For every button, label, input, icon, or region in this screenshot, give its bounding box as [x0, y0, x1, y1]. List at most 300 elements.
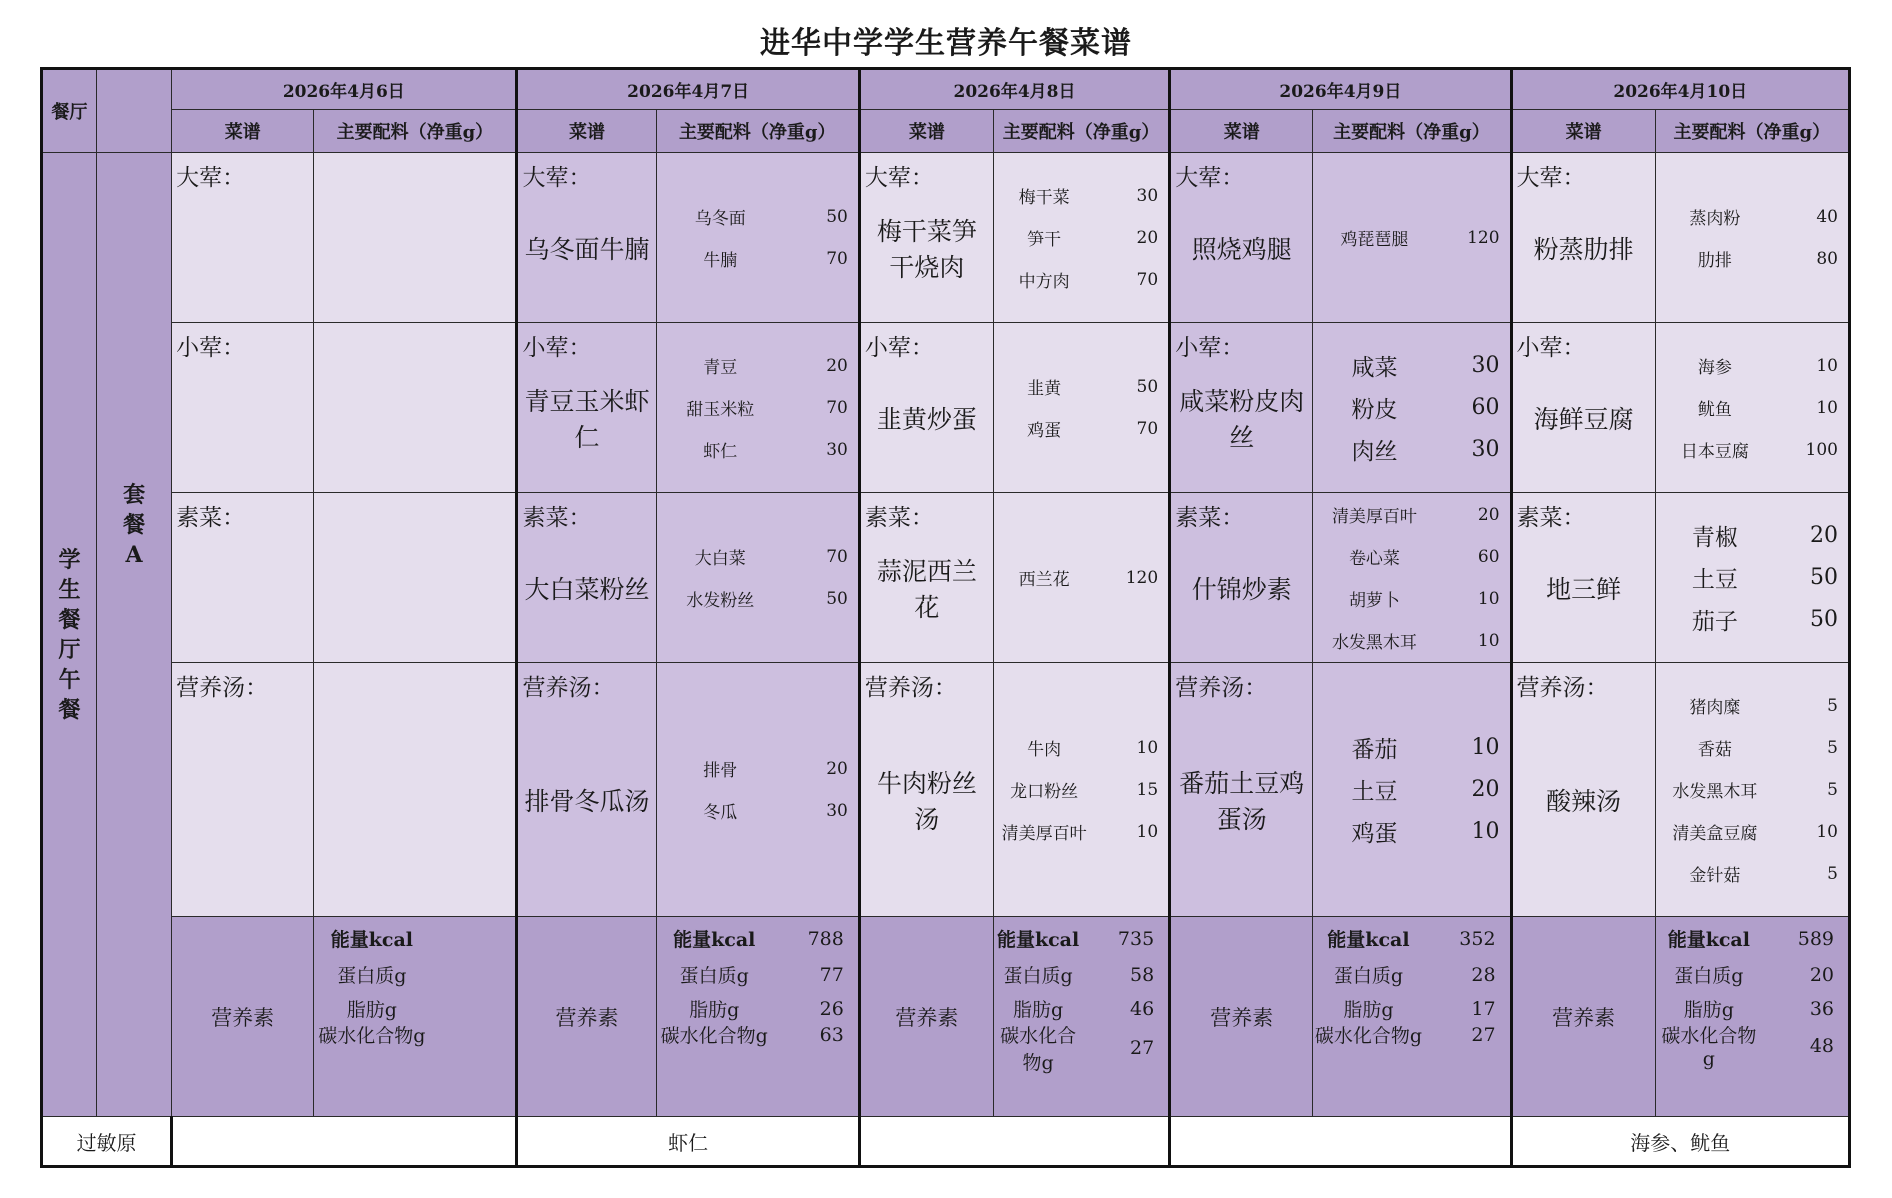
nutrient-row [657, 961, 858, 988]
nutrient-row [1656, 925, 1848, 952]
ingredient-list [657, 153, 858, 322]
nutrient-value: 352 [1459, 927, 1496, 950]
nutrient-row [994, 925, 1168, 952]
ingredient-name: 牛腩 [703, 251, 738, 271]
nutrient-name: 脂肪g [689, 999, 740, 1021]
ingredient-list [1656, 493, 1848, 662]
ingredient-item [1656, 439, 1848, 461]
dish-cell [1511, 323, 1655, 493]
dish-name: 海鲜豆腐 [1533, 404, 1634, 434]
ingredient-list [1313, 153, 1509, 322]
dish-name: 乌冬面牛腩 [524, 234, 650, 264]
ingredient-name: 猪肉糜 [1689, 698, 1741, 718]
ingredient-item [1313, 227, 1509, 249]
ingredients-cell [656, 323, 859, 493]
ingredient-name: 粉皮 [1351, 397, 1398, 423]
dish-name: 番茄土豆鸡蛋汤 [1179, 768, 1305, 834]
ingredient-item [1656, 863, 1848, 885]
ingredient-name: 韭黄 [1027, 379, 1062, 399]
category-label: 素菜： [864, 505, 934, 531]
meal-label-text: 学生餐厅午餐 [58, 546, 81, 723]
menu-table [40, 67, 1851, 1168]
ingredient-item [657, 546, 858, 568]
nutrient-value: 589 [1797, 927, 1834, 950]
category-label: 大荤： [1175, 165, 1245, 191]
page-title: 进华中学学生营养午餐菜谱 [760, 26, 1132, 61]
nutrient-name: 碳水化合物g [660, 1025, 768, 1047]
nutrient-row [314, 1021, 515, 1048]
nutrient-values [656, 917, 859, 1117]
meal-label [42, 153, 97, 1117]
nutrient-value: 48 [1809, 1034, 1834, 1057]
nutrient-name: 能量kcal [996, 929, 1080, 951]
ingredient-qty: 10 [1136, 737, 1159, 758]
dish-name: 粉蒸肋排 [1533, 234, 1634, 264]
category-label: 小荤： [1175, 335, 1245, 361]
ingredient-item [994, 567, 1168, 589]
ingredient-item [994, 821, 1168, 843]
ingredient-item [1313, 819, 1509, 847]
allergen-label: 过敏原 [42, 1117, 172, 1167]
ingredient-name: 青豆 [703, 358, 738, 378]
nutrient-row [657, 1021, 858, 1048]
ingredients-cell [1655, 153, 1849, 323]
ingredient-list [314, 663, 515, 916]
ingredient-qty: 40 [1816, 206, 1838, 227]
category-label: 营养汤： [522, 675, 615, 701]
ingredient-list [314, 493, 515, 662]
ingredient-name: 龙口粉丝 [1010, 782, 1079, 802]
ingredient-name: 甜玉米粒 [686, 400, 755, 420]
ingredient-name: 卷心菜 [1348, 549, 1400, 569]
ingredient-name: 大白菜 [694, 549, 746, 569]
ingredient-item [1313, 437, 1509, 465]
ingredient-item [657, 206, 858, 228]
dish-cell [172, 153, 314, 323]
ingredient-item [1313, 735, 1509, 763]
dish-cell [1170, 493, 1313, 663]
ingredient-qty: 50 [826, 588, 848, 609]
nutrient-row [1313, 995, 1509, 1022]
dish-cell [1511, 493, 1655, 663]
ingredient-name: 日本豆腐 [1680, 442, 1749, 462]
ingredient-item [1656, 523, 1848, 551]
nutrient-name: 脂肪g [1013, 999, 1064, 1021]
ingredient-qty: 50 [1136, 376, 1159, 397]
ingredient-item [994, 418, 1168, 440]
category-label: 营养汤： [1175, 675, 1268, 701]
nutrient-value: 58 [1130, 963, 1155, 986]
nutrient-value: 63 [819, 1023, 844, 1046]
nutrient-value: 20 [1809, 963, 1834, 986]
dish-name: 排骨冬瓜汤 [524, 786, 650, 816]
ingredient-qty: 15 [1136, 779, 1159, 800]
ingredients-cell [993, 323, 1169, 493]
nutrient-value: 27 [1130, 1037, 1155, 1059]
ingredient-item [1313, 353, 1509, 381]
category-label: 营养汤： [864, 675, 957, 701]
ingredient-name: 番茄 [1351, 737, 1398, 763]
ingredient-name: 虾仁 [703, 442, 738, 462]
ingredient-list [657, 323, 858, 492]
ingredient-qty: 30 [1471, 437, 1500, 462]
nutrient-row [1313, 961, 1509, 988]
allergen-value [1170, 1117, 1511, 1167]
ingredient-list [1313, 493, 1509, 662]
ingredient-name: 水发黑木耳 [1672, 782, 1758, 802]
dish-name: 酸辣汤 [1546, 786, 1622, 816]
nutrient-row [994, 995, 1168, 1022]
ingredient-name: 鸡蛋 [1027, 421, 1062, 441]
ingredients-cell [1655, 663, 1849, 917]
ingredient-qty: 60 [1471, 395, 1500, 420]
ingredient-qty: 5 [1827, 695, 1838, 716]
table-row [42, 110, 1850, 153]
ingredients-column-header: 主要配料（净重g） [314, 110, 517, 153]
ingredients-cell [1313, 663, 1511, 917]
nutrient-value: 17 [1471, 997, 1496, 1020]
nutrient-name: 蛋白质g [679, 965, 749, 987]
ingredient-name: 西兰花 [1018, 570, 1070, 590]
ingredient-list [657, 493, 858, 662]
dish-cell [1170, 323, 1313, 493]
date-header: 2026年4月6日 [172, 69, 517, 110]
ingredient-list [994, 323, 1168, 492]
nutrient-name: 脂肪g [1343, 999, 1394, 1021]
ingredient-name: 咸菜 [1351, 355, 1398, 381]
ingredient-name: 清美盒豆腐 [1672, 824, 1758, 844]
dish-cell [859, 493, 993, 663]
ingredient-name: 水发黑木耳 [1331, 633, 1417, 653]
ingredient-name: 笋干 [1027, 230, 1062, 250]
date-header: 2026年4月8日 [859, 69, 1169, 110]
dish-name: 什锦炒素 [1191, 574, 1292, 604]
table-row [42, 153, 1850, 323]
ingredient-qty: 5 [1827, 737, 1838, 758]
nutrient-name: 碳水化合物g [1000, 1025, 1077, 1074]
ingredient-qty: 20 [1477, 504, 1500, 525]
ingredients-cell [314, 323, 517, 493]
dish-cell [1511, 153, 1655, 323]
ingredients-cell [314, 153, 517, 323]
date-header: 2026年4月9日 [1170, 69, 1511, 110]
ingredients-cell [314, 493, 517, 663]
ingredient-item [657, 355, 858, 377]
ingredient-name: 冬瓜 [703, 803, 738, 823]
nutrient-values [1313, 917, 1511, 1117]
ingredient-item [657, 439, 858, 461]
ingredient-list [1656, 153, 1848, 322]
dish-name: 咸菜粉皮肉丝 [1179, 386, 1305, 452]
ingredient-item [1313, 504, 1509, 526]
ingredient-qty: 70 [826, 546, 848, 567]
ingredient-list [1656, 323, 1848, 492]
allergen-value: 海参、鱿鱼 [1511, 1117, 1849, 1167]
ingredient-item [1313, 395, 1509, 423]
dish-name: 大白菜粉丝 [524, 574, 650, 604]
set-label [97, 153, 172, 1117]
ingredient-qty: 30 [1136, 185, 1159, 206]
dish-column-header: 菜谱 [859, 110, 993, 153]
ingredient-qty: 50 [1810, 565, 1838, 590]
ingredient-item [994, 779, 1168, 801]
nutrient-value: 27 [1471, 1023, 1496, 1046]
ingredients-cell [656, 493, 859, 663]
ingredients-column-header: 主要配料（净重g） [993, 110, 1169, 153]
ingredient-item [1313, 777, 1509, 805]
dish-name [176, 353, 309, 486]
nutrient-value: 788 [807, 927, 844, 950]
category-label: 小荤： [1516, 335, 1586, 361]
category-label: 营养汤： [1516, 675, 1609, 701]
category-label: 大荤： [864, 165, 934, 191]
ingredients-cell [656, 153, 859, 323]
category-label: 小荤： [176, 335, 246, 361]
nutrient-row [1656, 1021, 1848, 1070]
ingredient-name: 鱿鱼 [1697, 400, 1732, 420]
ingredient-list [994, 663, 1168, 916]
ingredient-qty: 5 [1827, 863, 1838, 884]
nutrient-name: 能量kcal [1327, 929, 1410, 951]
nutrient-name: 脂肪g [346, 999, 397, 1021]
nutrient-name: 能量kcal [330, 929, 413, 951]
allergen-value: 虾仁 [517, 1117, 859, 1167]
dish-name: 地三鲜 [1546, 574, 1622, 604]
ingredient-qty: 30 [826, 800, 848, 821]
nutrient-row [994, 961, 1168, 988]
ingredient-name: 金针菇 [1689, 866, 1741, 886]
nutrient-row [657, 925, 858, 952]
dish-name: 牛肉粉丝汤 [876, 768, 977, 834]
allergen-value [859, 1117, 1169, 1167]
ingredient-item [1656, 397, 1848, 419]
table-row [42, 663, 1850, 917]
nutrient-name: 碳水化合物g [1314, 1025, 1423, 1047]
ingredient-qty: 20 [1136, 227, 1159, 248]
dish-name: 韭黄炒蛋 [876, 404, 977, 434]
ingredient-qty: 20 [1471, 777, 1500, 802]
ingredient-name: 肉丝 [1351, 439, 1398, 465]
nutrient-row [314, 995, 515, 1022]
dish-name [176, 523, 309, 656]
nutrient-row [1656, 995, 1848, 1022]
ingredient-name: 梅干菜 [1018, 188, 1070, 208]
ingredient-item [994, 185, 1168, 207]
dish-name: 梅干菜笋干烧肉 [876, 216, 977, 282]
table-row [42, 917, 1850, 1117]
ingredient-item [1656, 737, 1848, 759]
allergen-value [172, 1117, 517, 1167]
table-row [42, 493, 1850, 663]
ingredient-list [994, 153, 1168, 322]
ingredient-name: 乌冬面 [694, 209, 746, 229]
ingredient-name: 鸡蛋 [1351, 821, 1398, 847]
ingredients-cell [656, 663, 859, 917]
dish-name: 蒜泥西兰花 [876, 556, 977, 622]
ingredient-name: 中方肉 [1018, 272, 1070, 292]
ingredient-qty: 70 [826, 397, 848, 418]
nutrient-name: 蛋白质g [1333, 965, 1404, 987]
category-label: 素菜： [522, 505, 592, 531]
date-header: 2026年4月7日 [517, 69, 859, 110]
ingredient-item [657, 800, 858, 822]
ingredient-qty: 10 [1477, 630, 1500, 651]
category-label: 大荤： [176, 165, 246, 191]
nutrient-values [314, 917, 517, 1117]
nutrient-name: 能量kcal [1667, 929, 1750, 951]
nutrient-row [314, 925, 515, 952]
ingredient-item [1656, 779, 1848, 801]
dish-cell [517, 153, 656, 323]
ingredients-cell [1655, 323, 1849, 493]
nutrient-values [1655, 917, 1849, 1117]
ingredient-name: 水发粉丝 [686, 591, 755, 611]
ingredient-item [994, 737, 1168, 759]
table-row [42, 1117, 1850, 1167]
dish-cell [517, 493, 656, 663]
ingredient-qty: 10 [1816, 397, 1838, 418]
ingredient-list [1313, 663, 1509, 916]
ingredient-list [1313, 323, 1509, 492]
ingredient-item [1313, 630, 1509, 652]
category-label: 大荤： [522, 165, 592, 191]
nutrient-value: 36 [1809, 997, 1834, 1020]
ingredient-qty: 10 [1471, 735, 1500, 760]
dish-cell [859, 153, 993, 323]
dish-name [176, 693, 309, 910]
ingredient-item [1656, 355, 1848, 377]
dish-cell [517, 663, 656, 917]
nutrient-name: 碳水化合物g [318, 1025, 426, 1047]
ingredient-qty: 10 [1816, 355, 1838, 376]
nutrient-row [657, 995, 858, 1022]
ingredient-name: 土豆 [1691, 567, 1738, 593]
ingredients-cell [993, 153, 1169, 323]
ingredient-name: 牛肉 [1027, 740, 1062, 760]
ingredient-name: 清美厚百叶 [1001, 824, 1087, 844]
ingredient-qty: 30 [1471, 353, 1500, 378]
nutrient-row [314, 961, 515, 988]
ingredient-qty: 120 [1125, 567, 1159, 588]
nutrient-row [994, 1021, 1168, 1075]
nutrient-label: 营养素 [172, 917, 314, 1117]
dish-column-header: 菜谱 [172, 110, 314, 153]
ingredient-list [314, 153, 515, 322]
nutrient-label: 营养素 [517, 917, 656, 1117]
ingredient-item [1656, 695, 1848, 717]
dish-column-header: 菜谱 [1170, 110, 1313, 153]
nutrient-value: 735 [1117, 927, 1155, 950]
ingredient-name: 排骨 [703, 761, 738, 781]
ingredient-list [314, 323, 515, 492]
ingredient-list [994, 493, 1168, 662]
category-label: 小荤： [522, 335, 592, 361]
dish-cell [172, 493, 314, 663]
dish-cell [1170, 663, 1313, 917]
ingredient-list [657, 663, 858, 916]
dish-cell [859, 663, 993, 917]
ingredient-qty: 10 [1136, 821, 1159, 842]
nutrient-name: 蛋白质g [337, 965, 407, 987]
dish-cell [859, 323, 993, 493]
ingredient-item [1656, 565, 1848, 593]
nutrient-label: 营养素 [1170, 917, 1313, 1117]
ingredient-qty: 60 [1477, 546, 1500, 567]
ingredient-qty: 10 [1471, 819, 1500, 844]
nutrient-name: 蛋白质g [1003, 965, 1073, 987]
ingredients-column-header: 主要配料（净重g） [656, 110, 859, 153]
category-label: 大荤： [1516, 165, 1586, 191]
ingredient-name: 鸡琵琶腿 [1340, 230, 1409, 250]
ingredient-item [1656, 206, 1848, 228]
ingredient-item [994, 227, 1168, 249]
canteen-header: 餐厅 [42, 69, 97, 153]
ingredient-item [657, 758, 858, 780]
ingredient-list [1656, 663, 1848, 916]
ingredient-item [1656, 248, 1848, 270]
ingredient-name: 清美厚百叶 [1331, 507, 1417, 527]
dish-column-header: 菜谱 [517, 110, 656, 153]
ingredient-item [657, 397, 858, 419]
ingredient-name: 胡萝卜 [1348, 591, 1400, 611]
ingredient-item [1656, 821, 1848, 843]
ingredient-item [994, 269, 1168, 291]
ingredient-name: 土豆 [1351, 779, 1398, 805]
ingredients-cell [1313, 323, 1511, 493]
category-label: 素菜： [1175, 505, 1245, 531]
date-header: 2026年4月10日 [1511, 69, 1849, 110]
ingredient-qty: 100 [1805, 439, 1838, 460]
nutrient-row [1313, 925, 1509, 952]
category-label: 素菜： [176, 505, 246, 531]
dish-cell [1170, 153, 1313, 323]
nutrient-name: 碳水化合物g [1661, 1025, 1757, 1070]
dish-column-header: 菜谱 [1511, 110, 1655, 153]
ingredients-cell [1655, 493, 1849, 663]
ingredient-name: 青椒 [1691, 525, 1738, 551]
nutrient-value: 77 [819, 963, 844, 986]
ingredients-cell [1313, 153, 1511, 323]
ingredient-item [1656, 607, 1848, 635]
ingredients-cell [314, 663, 517, 917]
set-label-text: 套餐A [123, 481, 146, 568]
nutrient-value: 28 [1471, 963, 1496, 986]
ingredients-cell [993, 493, 1169, 663]
nutrient-row [1313, 1021, 1509, 1048]
ingredient-qty: 70 [826, 248, 848, 269]
ingredient-qty: 20 [1810, 523, 1838, 548]
ingredient-qty: 50 [826, 206, 848, 227]
ingredient-qty: 120 [1467, 227, 1500, 248]
dish-cell [172, 663, 314, 917]
dish-cell [517, 323, 656, 493]
dish-name: 照烧鸡腿 [1191, 234, 1292, 264]
ingredient-name: 茄子 [1691, 609, 1738, 635]
ingredient-name: 蒸肉粉 [1689, 209, 1741, 229]
ingredients-cell [1313, 493, 1511, 663]
ingredients-column-header: 主要配料（净重g） [1655, 110, 1849, 153]
nutrient-name: 脂肪g [1683, 999, 1734, 1021]
table-row [42, 323, 1850, 493]
dish-cell [172, 323, 314, 493]
ingredient-qty: 80 [1816, 248, 1838, 269]
dish-name: 青豆玉米虾仁 [524, 386, 650, 452]
category-label: 营养汤： [176, 675, 269, 701]
ingredient-qty: 10 [1816, 821, 1838, 842]
ingredient-qty: 70 [1136, 269, 1159, 290]
ingredient-name: 香菇 [1697, 740, 1732, 760]
ingredient-item [994, 376, 1168, 398]
